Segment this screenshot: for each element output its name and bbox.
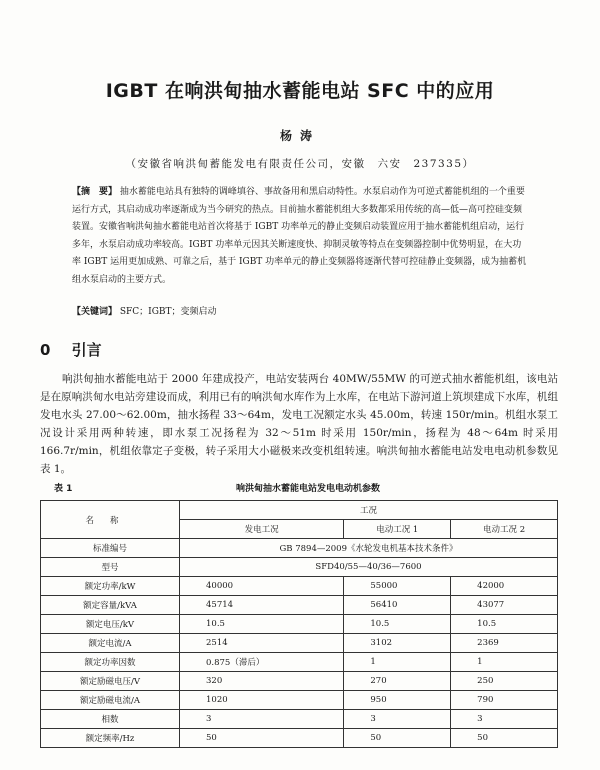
cell: GB 7894—2009《水轮发电机基本技术条件》	[180, 539, 558, 558]
cell: 43077	[451, 596, 558, 615]
row-label: 标准编号	[41, 539, 180, 558]
section-number: 0	[40, 341, 51, 359]
table-title: 响洪甸抽水蓄能电站发电电动机参数	[236, 484, 381, 494]
parameter-table	[40, 500, 558, 748]
cell: 50	[451, 729, 558, 748]
intro-paragraph: 响洪甸抽水蓄能电站于 2000 年建成投产，电站安装两台 40MW/55MW 的可逆式抽水蓄能机组，该电站是在原响洪甸水电站旁建设而成，利用已有的响洪甸水库作为上水库，在电站下游河道上筑坝建成下水库，机组发电水头 27.00～62.00m，抽水扬程 33～64m，发电工况额定水头 45.00m，转速 150r/min。机组水泵工况设计采用两种转速，即水泵工况扬程为 32～51m 时采用 150r/min，扬程为 48～64m 时采用 166.7r/min，机组依靠定子变极，转子采用大小磁极来改变机组转速。响洪甸抽水蓄能电站发电电动机参数见表 1。	[40, 373, 558, 475]
row-label: 额定电流/A	[41, 634, 180, 653]
cell: 950	[344, 691, 451, 710]
abstract	[72, 184, 530, 289]
cell: 3	[344, 710, 451, 729]
cell: 3	[180, 710, 344, 729]
row-label: 额定容量/kVA	[41, 596, 180, 615]
table-row	[41, 653, 558, 672]
table-row	[41, 691, 558, 710]
table-number: 表 1	[54, 484, 73, 494]
affiliation: （安徽省响洪甸蓄能发电有限责任公司，安徽 六安 237335）	[125, 158, 475, 170]
cell: 3	[451, 710, 558, 729]
cell: 3102	[344, 634, 451, 653]
cell: 10.5	[451, 615, 558, 634]
cell: 50	[180, 729, 344, 748]
table-row	[41, 615, 558, 634]
row-label: 额定励磁电流/A	[41, 691, 180, 710]
cell: 0.875（滞后）	[180, 653, 344, 672]
row-label: 额定功率/kW	[41, 577, 180, 596]
cell: 10.5	[180, 615, 344, 634]
cell: 50	[344, 729, 451, 748]
section-title: 引言	[71, 341, 102, 359]
column-header: 电动工况 1	[344, 520, 451, 539]
cell: 56410	[344, 596, 451, 615]
cell: 45714	[180, 596, 344, 615]
table-row	[41, 577, 558, 596]
cell: 270	[344, 672, 451, 691]
keywords-text: SFC；IGBT；变频启动	[119, 307, 217, 317]
cell: 790	[451, 691, 558, 710]
cell: 40000	[180, 577, 344, 596]
cell: 320	[180, 672, 344, 691]
table-row	[41, 596, 558, 615]
table-row	[41, 558, 558, 577]
row-label: 额定功率因数	[41, 653, 180, 672]
cell: SFD40/55—40/36—7600	[180, 558, 558, 577]
table-row	[41, 729, 558, 748]
table-row	[41, 710, 558, 729]
paper-title: IGBT 在响洪甸抽水蓄能电站 SFC 中的应用	[105, 80, 495, 102]
column-header: 发电工况	[180, 520, 344, 539]
cell: 1	[451, 653, 558, 672]
cell: 1	[344, 653, 451, 672]
cell: 42000	[451, 577, 558, 596]
header-group-cell: 工况	[180, 501, 558, 520]
keywords	[72, 304, 530, 317]
keywords-label: 【关键词】	[72, 307, 118, 317]
author: 杨涛	[279, 129, 320, 143]
column-header: 电动工况 2	[451, 520, 558, 539]
cell: 2514	[180, 634, 344, 653]
abstract-text: 抽水蓄能电站具有独特的调峰填谷、事故备用和黑启动特性。水泵启动作为可逆式蓄能机组的一个重要运行方式，其启动成功率逐渐成为当今研究的热点。目前抽水蓄能机组大多数都采用传统的高—低—高可控硅变频装置。安徽省响洪甸抽水蓄能电站首次将基于 IGBT 功率单元的静止变频启动装置应用于抽水蓄能机组启动，运行多年，水泵启动成功率较高。IGBT 功率单元因其关断速度快、抑制灵敏等特点在变频器控制中优势明显，在大功率 IGBT 运用更加成熟、可靠之后，基于 IGBT 功率单元的静止变频器将逐渐代替可控硅静止变频器，成为抽蓄机组水泵启动的主要方式。	[72, 187, 527, 285]
header-name-cell: 名称	[41, 501, 180, 539]
row-label: 额定励磁电压/V	[41, 672, 180, 691]
cell: 250	[451, 672, 558, 691]
table-row	[41, 672, 558, 691]
row-label: 额定频率/Hz	[41, 729, 180, 748]
table-row	[41, 539, 558, 558]
cell: 1020	[180, 691, 344, 710]
abstract-label: 【摘 要】	[72, 187, 118, 197]
cell: 10.5	[344, 615, 451, 634]
section-heading	[40, 339, 102, 360]
cell: 2369	[451, 634, 558, 653]
table-row	[41, 634, 558, 653]
cell: 55000	[344, 577, 451, 596]
row-label: 额定电压/kV	[41, 615, 180, 634]
row-label: 相数	[41, 710, 180, 729]
row-label: 型号	[41, 558, 180, 577]
